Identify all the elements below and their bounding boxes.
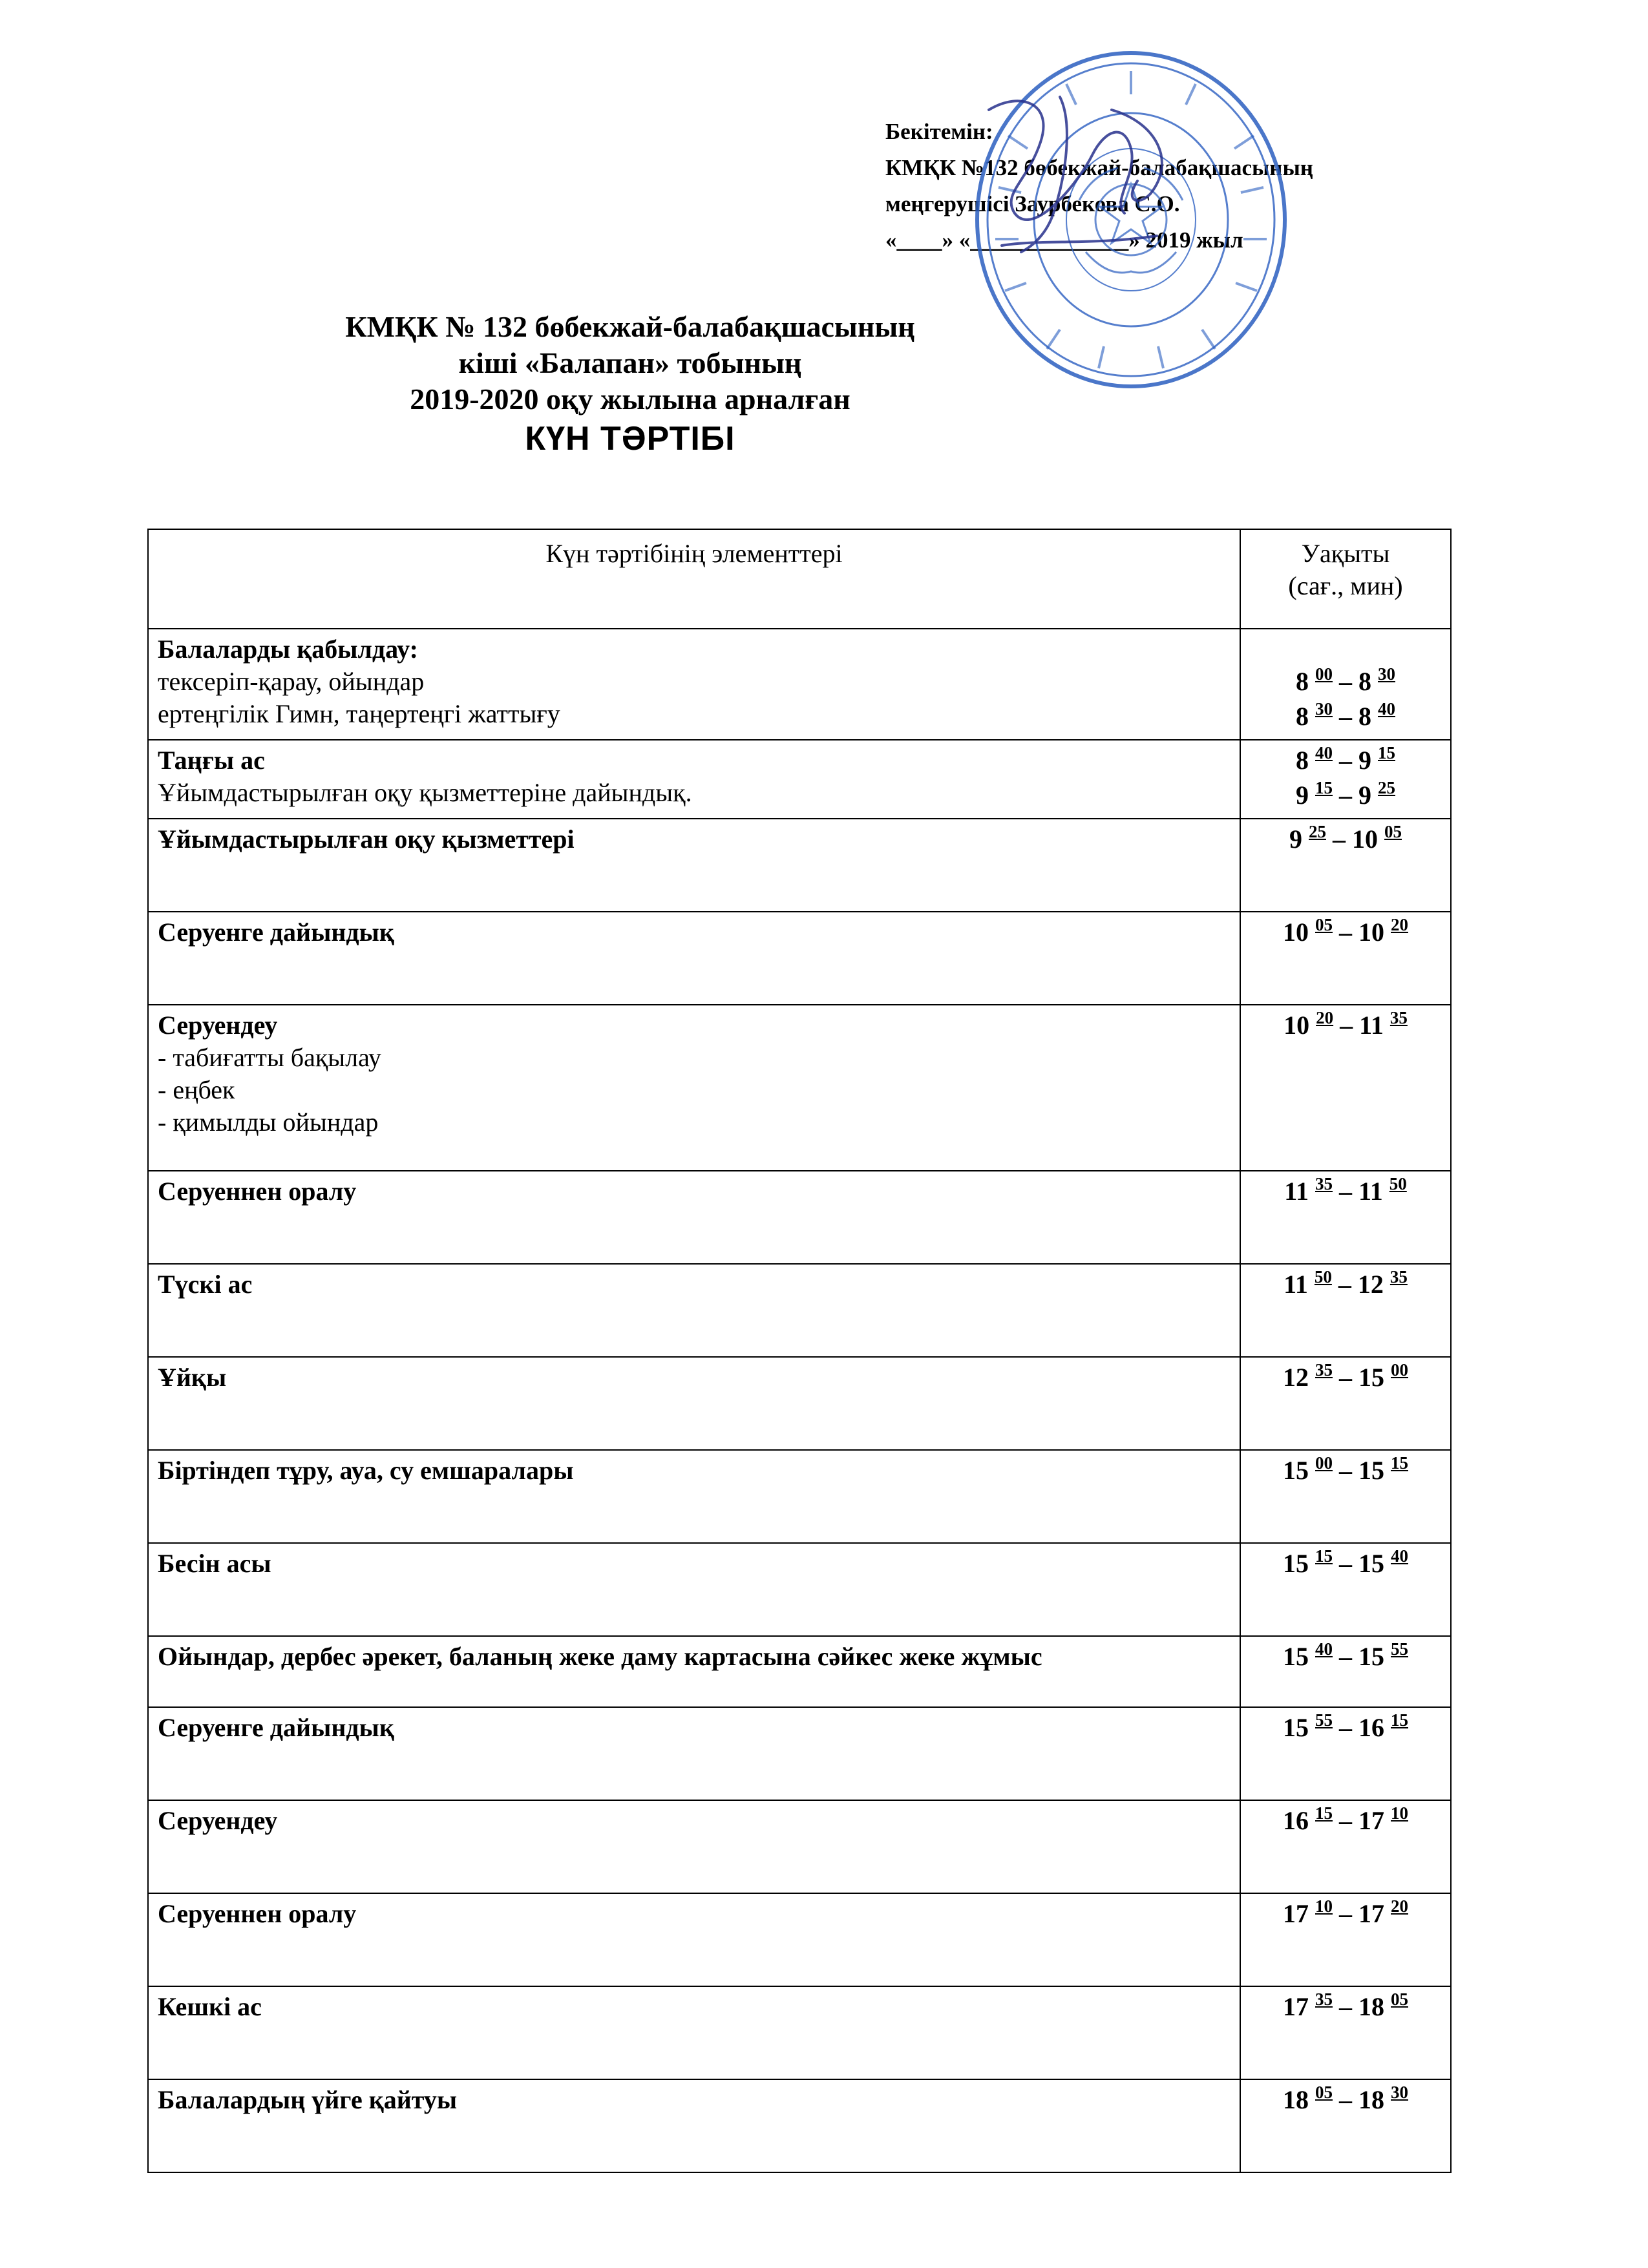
- time-cell: [1240, 1800, 1451, 1893]
- activity-cell: [148, 1707, 1240, 1800]
- header-time: [1240, 529, 1451, 629]
- approval-line-org: КМҚК №132 бөбекжай-балабақшасының: [885, 155, 1313, 180]
- header-time-line2: (сағ., мин): [1288, 571, 1403, 600]
- start-hour: 8: [1296, 702, 1309, 731]
- start-hour: 15: [1283, 1713, 1309, 1742]
- end-hour: 15: [1358, 1363, 1384, 1392]
- time-range: 15 $^{15}$ – 15 $^{40}$: [1283, 1546, 1408, 1578]
- time-range: 17 $^{10}$ – 17 $^{20}$: [1283, 1896, 1408, 1928]
- end-minute: 15: [1391, 1453, 1408, 1473]
- activity-cell: [148, 629, 1240, 740]
- end-minute: 30: [1391, 2083, 1408, 2102]
- activity-title: Кешкі ас: [158, 1992, 262, 2021]
- end-hour: 9: [1358, 746, 1371, 775]
- start-minute: 50: [1314, 1267, 1332, 1286]
- start-minute: 40: [1315, 1639, 1333, 1659]
- end-minute: 55: [1391, 1639, 1408, 1659]
- start-hour: 15: [1283, 1642, 1309, 1671]
- time-range: 17 $^{35}$ – 18 $^{05}$: [1283, 1990, 1408, 2021]
- end-minute: 30: [1378, 664, 1395, 684]
- activity-sub: Ұйымдастырылған оқу қызметтеріне дайындық.: [158, 778, 692, 807]
- end-minute: 15: [1378, 743, 1395, 762]
- activity-title: Серуендеу: [158, 1011, 278, 1040]
- end-minute: 15: [1391, 1710, 1408, 1730]
- activity-sub: тексеріп-қарау, ойындар: [158, 667, 425, 696]
- time-range: 11 $^{50}$ – 12 $^{35}$: [1284, 1267, 1408, 1299]
- start-minute: 20: [1316, 1008, 1334, 1027]
- time-cell: [1240, 1450, 1451, 1543]
- activity-title: Балаларды қабылдау:: [158, 635, 418, 664]
- title-line-main: КҮН ТӘРТІБІ: [525, 420, 735, 457]
- start-hour: 8: [1296, 746, 1309, 775]
- start-minute: 55: [1315, 1710, 1333, 1730]
- time-range: 16 $^{15}$ – 17 $^{10}$: [1283, 1803, 1408, 1835]
- table-row: [148, 1264, 1451, 1357]
- activity-title: Серуеннен оралу: [158, 1177, 357, 1206]
- time-range: 18 $^{05}$ – 18 $^{30}$: [1283, 2083, 1408, 2114]
- table-header-row: [148, 529, 1451, 629]
- end-hour: 17: [1358, 1899, 1384, 1928]
- time-cell: [1240, 1986, 1451, 2079]
- activity-sub: ертеңгілік Гимн, таңертеңгі жаттығу: [158, 699, 560, 728]
- activity-cell: [148, 1636, 1240, 1707]
- time-range: 8 $^{30}$ – 8 $^{40}$: [1296, 699, 1395, 731]
- start-minute: 25: [1309, 822, 1326, 841]
- end-minute: 20: [1391, 1896, 1408, 1916]
- start-hour: 11: [1284, 1177, 1309, 1206]
- table-row: [148, 819, 1451, 912]
- activity-title: Балалардың үйге қайтуы: [158, 2085, 458, 2114]
- activity-title: Бесін асы: [158, 1549, 271, 1578]
- time-range: 12 $^{35}$ – 15 $^{00}$: [1283, 1360, 1408, 1392]
- start-minute: 05: [1315, 2083, 1333, 2102]
- end-hour: 18: [1358, 2085, 1384, 2114]
- start-hour: 17: [1283, 1992, 1309, 2021]
- end-hour: 11: [1358, 1177, 1383, 1206]
- time-range: 11 $^{35}$ – 11 $^{50}$: [1284, 1174, 1407, 1206]
- daily-schedule-table: [147, 529, 1452, 2173]
- start-minute: 35: [1315, 1990, 1333, 2009]
- time-cell: [1240, 912, 1451, 1005]
- time-range: 10 $^{05}$ – 10 $^{20}$: [1283, 915, 1408, 947]
- end-minute: 05: [1384, 822, 1402, 841]
- activity-cell: [148, 1893, 1240, 1986]
- end-minute: 00: [1391, 1360, 1408, 1380]
- time-cell: [1240, 1005, 1451, 1171]
- end-minute: 35: [1389, 1008, 1408, 1027]
- activity-cell: [148, 819, 1240, 912]
- activity-title: Біртіндеп тұру, ауа, су емшаралары: [158, 1456, 574, 1485]
- start-minute: 35: [1315, 1360, 1333, 1380]
- end-hour: 11: [1359, 1011, 1384, 1040]
- activity-title: Ұйымдастырылған оқу қызметтері: [158, 824, 575, 854]
- start-minute: 40: [1315, 743, 1333, 762]
- time-cell: [1240, 1171, 1451, 1264]
- header-activity: Күн тәртібінің элементтері: [148, 529, 1240, 629]
- activity-sub: - табиғатты бақылау: [158, 1043, 381, 1072]
- start-hour: 11: [1284, 1270, 1308, 1299]
- activity-cell: [148, 1005, 1240, 1171]
- time-cell: [1240, 1636, 1451, 1707]
- end-hour: 10: [1352, 824, 1378, 854]
- table-row: [148, 1986, 1451, 2079]
- activity-cell: [148, 1264, 1240, 1357]
- time-cell: [1240, 629, 1451, 740]
- end-hour: 8: [1358, 667, 1371, 696]
- table-row: [148, 629, 1451, 740]
- activity-cell: [148, 1171, 1240, 1264]
- table-row: [148, 1800, 1451, 1893]
- activity-title: Серуенге дайындық: [158, 1713, 394, 1742]
- end-hour: 9: [1358, 781, 1371, 810]
- table-row: [148, 1450, 1451, 1543]
- end-hour: 12: [1357, 1270, 1384, 1299]
- time-range: 9 $^{25}$ – 10 $^{05}$: [1289, 822, 1402, 854]
- table-row: [148, 1893, 1451, 1986]
- start-hour: 16: [1283, 1806, 1309, 1835]
- activity-cell: [148, 1800, 1240, 1893]
- title-line-org: КМҚК № 132 бөбекжай-балабақшасының: [345, 310, 915, 343]
- table-row: [148, 1707, 1451, 1800]
- time-range: 8 $^{00}$ – 8 $^{30}$: [1296, 664, 1395, 696]
- time-cell: [1240, 1707, 1451, 1800]
- end-hour: 16: [1358, 1713, 1384, 1742]
- time-cell: [1240, 2079, 1451, 2172]
- end-minute: 25: [1378, 778, 1395, 797]
- header-time-line1: Уақыты: [1301, 539, 1390, 568]
- activity-cell: [148, 1543, 1240, 1636]
- start-minute: 00: [1315, 1453, 1333, 1473]
- start-hour: 15: [1283, 1456, 1309, 1485]
- start-minute: 35: [1315, 1174, 1333, 1193]
- end-minute: 20: [1391, 915, 1408, 934]
- activity-title: Ұйқы: [158, 1363, 227, 1392]
- activity-title: Серуенге дайындық: [158, 918, 394, 947]
- table-row: [148, 1543, 1451, 1636]
- time-range: 15 $^{40}$ – 15 $^{55}$: [1283, 1639, 1408, 1671]
- end-minute: 40: [1391, 1546, 1408, 1566]
- start-hour: 9: [1296, 781, 1309, 810]
- end-hour: 18: [1358, 1992, 1384, 2021]
- activity-title: Серуендеу: [158, 1806, 278, 1835]
- time-cell: [1240, 1543, 1451, 1636]
- start-minute: 15: [1315, 778, 1333, 797]
- activity-cell: [148, 2079, 1240, 2172]
- end-minute: 35: [1389, 1267, 1408, 1286]
- table-row: [148, 1357, 1451, 1450]
- start-minute: 00: [1315, 664, 1333, 684]
- end-hour: 15: [1358, 1456, 1384, 1485]
- document-title: [259, 309, 1002, 460]
- activity-sub: - еңбек: [158, 1075, 235, 1104]
- time-range: 8 $^{40}$ – 9 $^{15}$: [1296, 743, 1395, 775]
- time-cell: [1240, 1893, 1451, 1986]
- start-hour: 8: [1296, 667, 1309, 696]
- end-hour: 17: [1358, 1806, 1384, 1835]
- activity-title: Түскі ас: [158, 1270, 253, 1299]
- start-minute: 30: [1315, 699, 1333, 719]
- title-line-group: кіші «Балапан» тобының: [458, 346, 802, 379]
- time-cell: [1240, 740, 1451, 819]
- start-minute: 15: [1315, 1546, 1333, 1566]
- start-hour: 15: [1283, 1549, 1309, 1578]
- end-hour: 10: [1358, 918, 1384, 947]
- time-range: 9 $^{15}$ – 9 $^{25}$: [1296, 778, 1395, 810]
- time-range: 15 $^{55}$ – 16 $^{15}$: [1283, 1710, 1408, 1742]
- activity-sub: - қимылды ойындар: [158, 1108, 379, 1137]
- activity-cell: [148, 1986, 1240, 2079]
- table-row: [148, 2079, 1451, 2172]
- start-minute: 10: [1315, 1896, 1333, 1916]
- time-range: 10 $^{20}$ – 11 $^{35}$: [1284, 1008, 1408, 1040]
- start-hour: 10: [1283, 918, 1309, 947]
- table-row: [148, 1171, 1451, 1264]
- end-hour: 15: [1358, 1642, 1384, 1671]
- approval-line-approve: Бекітемін:: [885, 119, 993, 144]
- title-line-year: 2019-2020 оқу жылына арналған: [410, 383, 850, 415]
- end-minute: 40: [1378, 699, 1395, 719]
- table-row: [148, 740, 1451, 819]
- start-minute: 15: [1315, 1803, 1333, 1823]
- activity-title: Таңғы ас: [158, 746, 265, 775]
- activity-cell: [148, 1450, 1240, 1543]
- time-cell: [1240, 819, 1451, 912]
- time-range: 15 $^{00}$ – 15 $^{15}$: [1283, 1453, 1408, 1485]
- table-row: [148, 1636, 1451, 1707]
- end-minute: 50: [1389, 1174, 1407, 1193]
- activity-title: Серуеннен оралу: [158, 1899, 357, 1928]
- approval-line-date: «____» «______________» 2019 жыл: [885, 227, 1243, 253]
- activity-cell: [148, 740, 1240, 819]
- end-hour: 8: [1358, 702, 1371, 731]
- activity-cell: [148, 912, 1240, 1005]
- start-hour: 18: [1283, 2085, 1309, 2114]
- time-cell: [1240, 1357, 1451, 1450]
- time-cell: [1240, 1264, 1451, 1357]
- start-hour: 10: [1284, 1011, 1310, 1040]
- signature-icon: [963, 84, 1196, 278]
- end-hour: 15: [1358, 1549, 1384, 1578]
- activity-title: Ойындар, дербес әрекет, баланың жеке даму картасына сәйкес жеке жұмыс: [158, 1642, 1042, 1671]
- start-hour: 9: [1289, 824, 1302, 854]
- start-hour: 17: [1283, 1899, 1309, 1928]
- table-row: [148, 912, 1451, 1005]
- end-minute: 05: [1391, 1990, 1408, 2009]
- activity-cell: [148, 1357, 1240, 1450]
- end-minute: 10: [1391, 1803, 1408, 1823]
- table-row: [148, 1005, 1451, 1171]
- approval-line-head: меңгерушісі Заурбекова С.О.: [885, 191, 1180, 216]
- start-hour: 12: [1283, 1363, 1309, 1392]
- start-minute: 05: [1315, 915, 1333, 934]
